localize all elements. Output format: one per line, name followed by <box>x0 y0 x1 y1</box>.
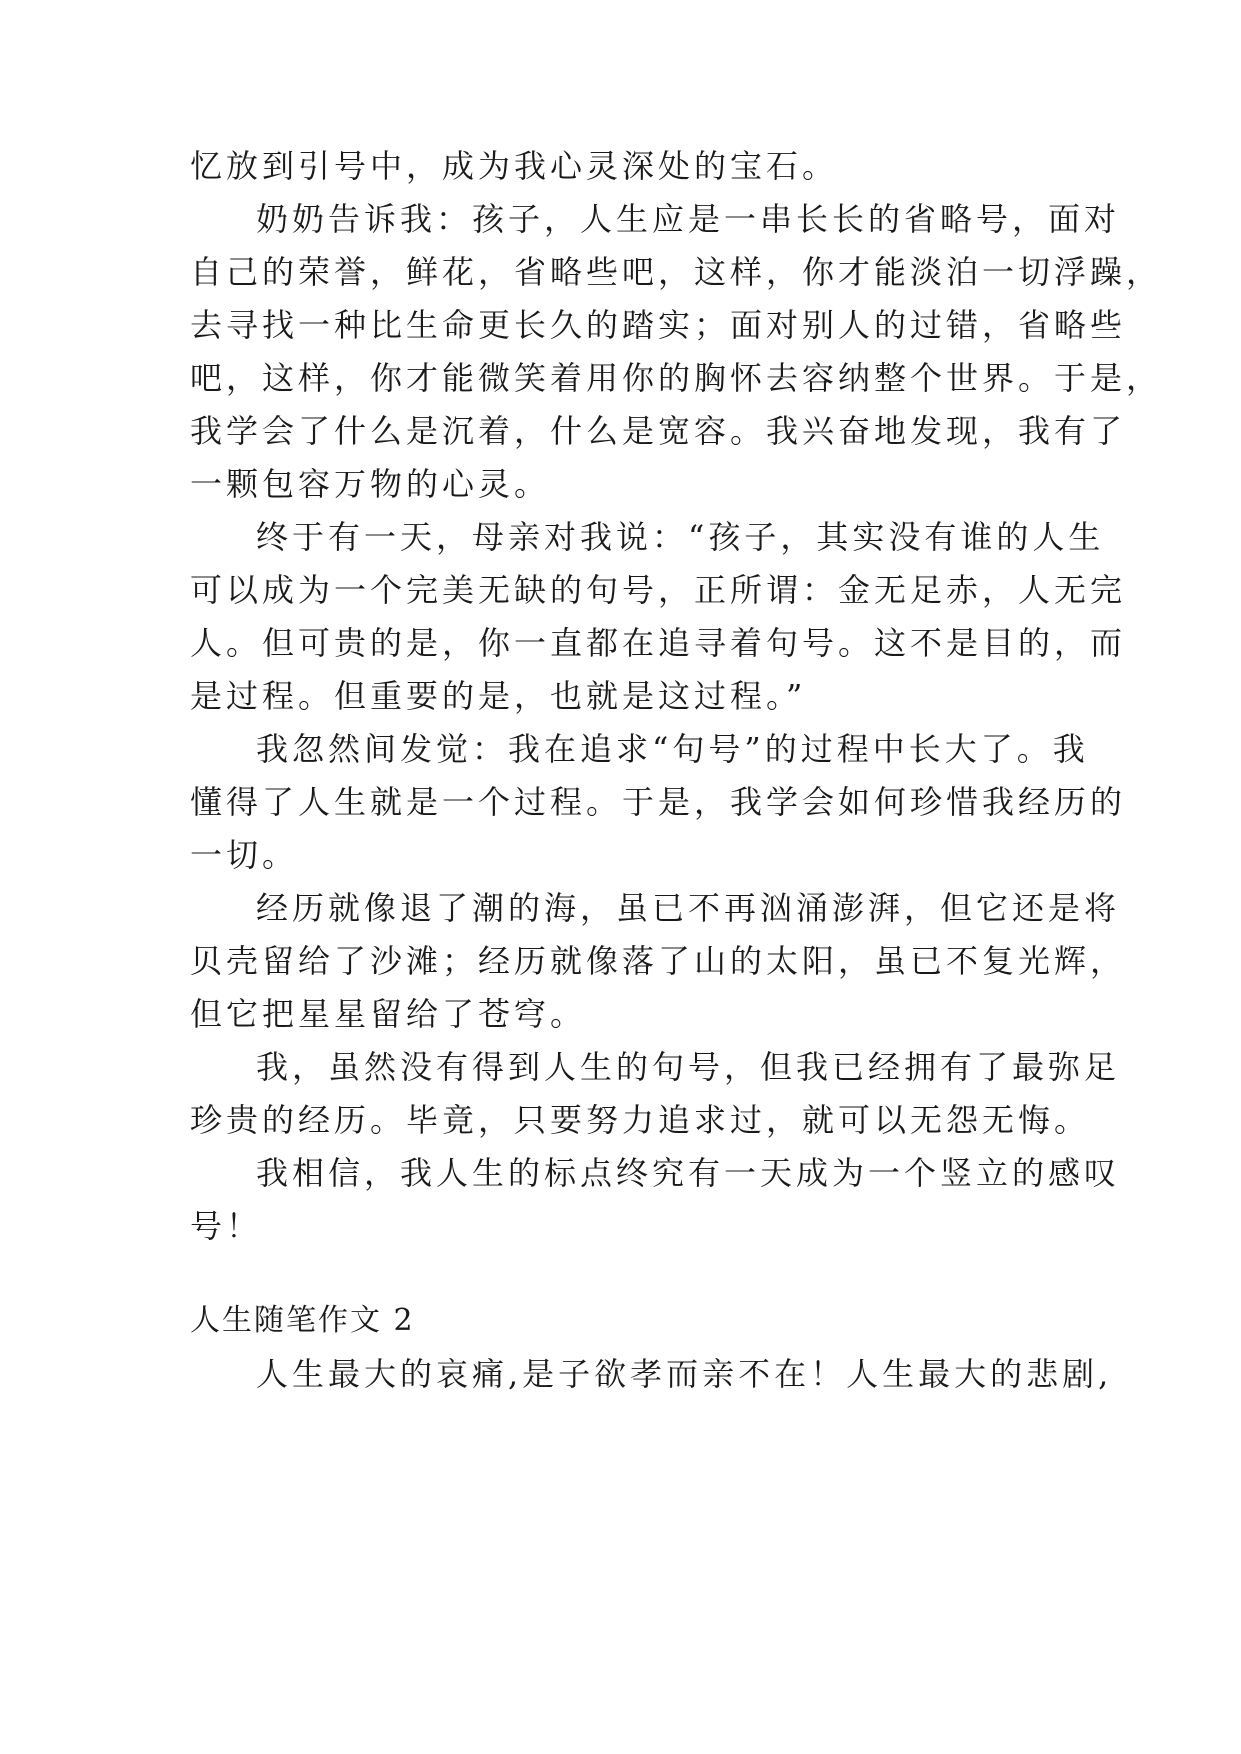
text-line: 人。但可贵的是，你一直都在追寻着句号。这不是目的，而 <box>190 624 1127 662</box>
text-line: 经历就像退了潮的海，虽已不再汹涌澎湃，但它还是将 <box>256 889 1121 927</box>
text-line: 去寻找一种比生命更长久的踏实；面对别人的过错，省略些 <box>190 306 1127 344</box>
text-line: 自己的荣誉，鲜花，省略些吧，这样，你才能淡泊一切浮躁， <box>190 253 1163 291</box>
text-line: 是过程。但重要的是，也就是这过程。” <box>190 677 807 715</box>
text-line: 人生最大的哀痛,是子欲孝而亲不在！人生最大的悲剧, <box>256 1355 1113 1393</box>
text-line: 我忽然间发觉：我在追求“句号”的过程中长大了。我 <box>256 730 1089 768</box>
text-line: 我相信，我人生的标点终究有一天成为一个竖立的感叹 <box>256 1154 1121 1192</box>
section-heading: 人生随笔作文 2 <box>190 1303 415 1338</box>
text-line: 但它把星星留给了苍穹。 <box>190 995 587 1033</box>
text-line: 珍贵的经历。毕竟，只要努力追求过，就可以无怨无悔。 <box>190 1101 1091 1139</box>
text-line: 一切。 <box>190 836 299 874</box>
text-line: 一颗包容万物的心灵。 <box>190 465 551 503</box>
text-line: 可以成为一个完美无缺的句号，正所谓：金无足赤，人无完 <box>190 571 1127 609</box>
text-line: 贝壳留给了沙滩；经历就像落了山的太阳，虽已不复光辉， <box>190 942 1127 980</box>
text-line: 忆放到引号中，成为我心灵深处的宝石。 <box>190 147 839 185</box>
text-line: 懂得了人生就是一个过程。于是，我学会如何珍惜我经历的 <box>190 783 1127 821</box>
text-line: 奶奶告诉我：孩子，人生应是一串长长的省略号，面对 <box>256 200 1121 238</box>
text-line: 号！ <box>190 1207 263 1245</box>
text-line: 我，虽然没有得到人生的句号，但我已经拥有了最弥足 <box>256 1048 1121 1086</box>
text-line: 终于有一天，母亲对我说：“孩子，其实没有谁的人生 <box>256 518 1105 556</box>
text-line: 吧，这样，你才能微笑着用你的胸怀去容纳整个世界。于是， <box>190 359 1163 397</box>
text-line: 我学会了什么是沉着，什么是宽容。我兴奋地发现，我有了 <box>190 412 1127 450</box>
